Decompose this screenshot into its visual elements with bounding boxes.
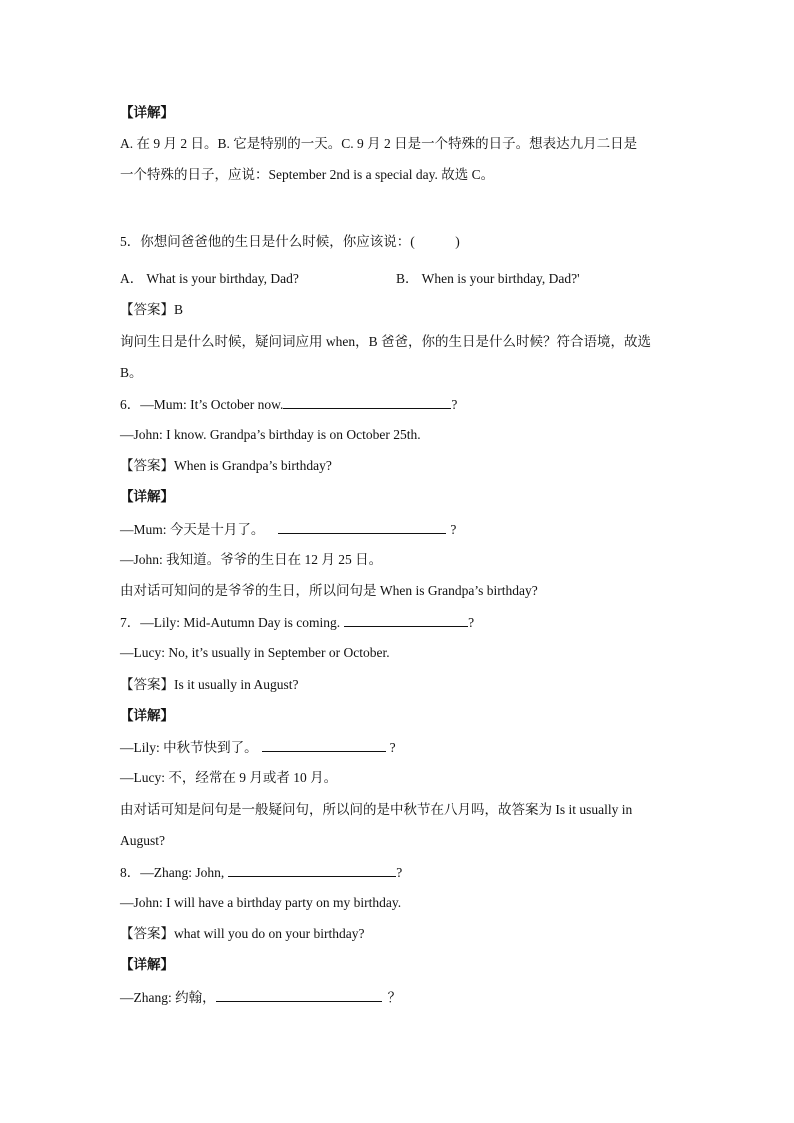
answer-blank <box>283 395 451 409</box>
question-text: 8．—Zhang: John, <box>120 865 225 880</box>
explanation-text: 一个特殊的日子，应说：September 2nd is a special day. 故选 C。 <box>120 167 495 182</box>
question-text: 7．—Lily: Mid-Autumn Day is coming. <box>120 615 341 630</box>
detail-text: —Lily: 中秋节快到了。 <box>120 740 258 755</box>
answer-blank <box>278 520 446 534</box>
answer-blank <box>228 863 396 877</box>
dialogue-reply: —John: I will have a birthday party on my birthday. <box>120 895 402 910</box>
question-8 <box>120 863 402 882</box>
question-mark: ？ <box>387 990 402 1005</box>
option-b: B． When is your birthday, Dad?' <box>396 271 580 286</box>
dialogue-reply: —Lucy: No, it’s usually in September or October. <box>120 645 390 660</box>
answer-7: 【答案】Is it usually in August? <box>120 677 299 692</box>
detail-label: 【详解】 <box>120 957 174 972</box>
question-text: 6．—Mum: It’s October now. <box>120 397 284 412</box>
detail-text: —Mum: 今天是十月了。 <box>120 522 265 537</box>
detail-label: 【详解】 <box>120 489 174 504</box>
question-mark: ? <box>468 615 475 630</box>
question-mark: ? <box>450 522 457 537</box>
explanation-text: A. 在 9 月 2 日。B. 它是特别的一天。C. 9 月 2 日是一个特殊的日子。想表达九月二日是 <box>120 136 638 151</box>
question-mark: ? <box>396 865 403 880</box>
answer-6: 【答案】When is Grandpa’s birthday? <box>120 458 332 473</box>
explanation-text: 询问生日是什么时候，疑问词应用 when，B 爸爸，你的生日是什么时候？符合语境，故选 <box>120 334 651 349</box>
detail-text: —Lucy: 不，经常在 9 月或者 10 月。 <box>120 770 338 785</box>
detail-dialogue <box>120 520 456 539</box>
question-7 <box>120 613 474 632</box>
option-a: A． What is your birthday, Dad? <box>120 271 299 286</box>
explanation-text: August? <box>120 833 165 848</box>
answer-5: 【答案】B <box>120 302 184 317</box>
detail-label: 【详解】 <box>120 105 174 120</box>
detail-dialogue <box>120 988 401 1007</box>
question-mark: ? <box>389 740 396 755</box>
question-5: 5．你想问爸爸他的生日是什么时候，你应该说：( ) <box>120 234 460 249</box>
dialogue-reply: —John: I know. Grandpa’s birthday is on October 25th. <box>120 427 421 442</box>
question-6 <box>120 395 457 414</box>
detail-text: —John: 我知道。爷爷的生日在 12 月 25 日。 <box>120 552 383 567</box>
answer-blank <box>344 613 468 627</box>
detail-dialogue <box>120 738 396 757</box>
answer-blank <box>216 988 382 1002</box>
explanation-text: 由对话可知是问句是一般疑问句，所以问的是中秋节在八月吗，故答案为 Is it usually in <box>120 802 633 817</box>
explanation-text: B。 <box>120 365 143 380</box>
answer-blank <box>262 738 386 752</box>
question-mark: ? <box>451 397 458 412</box>
detail-label: 【详解】 <box>120 708 174 723</box>
explanation-text: 由对话可知问的是爷爷的生日，所以问句是 When is Grandpa’s birthday? <box>120 583 538 598</box>
answer-8: 【答案】what will you do on your birthday? <box>120 926 365 941</box>
detail-text: —Zhang: 约翰， <box>120 990 216 1005</box>
